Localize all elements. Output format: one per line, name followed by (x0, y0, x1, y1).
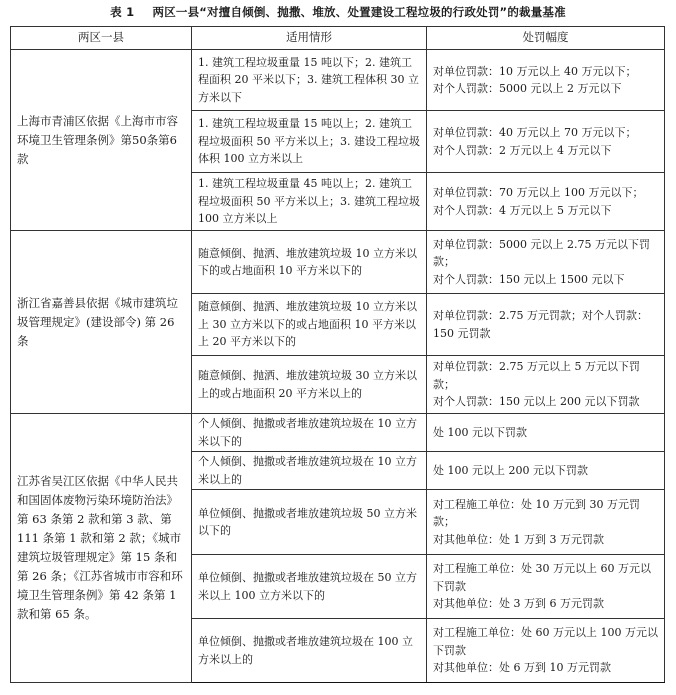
situation-cell: 随意倾倒、抛洒、堆放建筑垃圾 10 立方米以下的或占地面积 10 平方米以下的 (192, 231, 427, 294)
penalty-table (10, 26, 665, 683)
situation-cell: 单位倾倒、抛撒或者堆放建筑垃圾在 100 立方米以上的 (192, 619, 427, 683)
penalty-line: 对个人罚款：150 元以上 200 元以下罚款 (433, 395, 640, 409)
penalty-cell (427, 555, 665, 619)
penalty-cell (427, 356, 665, 414)
situation-cell: 随意倾倒、抛洒、堆放建筑垃圾 30 立方米以上的或占地面积 20 平方米以上的 (192, 356, 427, 414)
table-caption (0, 4, 676, 20)
region-cell: 上海市青浦区依据《上海市市容环境卫生管理条例》第50条第6款 (11, 50, 192, 231)
situation-cell: 1. 建筑工程垃圾重量 15 吨以下；2. 建筑工程面积 20 平米以下；3. 建筑工程体积 30 立方米以下 (192, 50, 427, 111)
situation-cell: 1. 建筑工程垃圾重量 45 吨以上；2. 建筑工程垃圾面积 50 平方米以上；3. 建筑工程垃圾 100 立方米以上 (192, 173, 427, 231)
header-region: 两区一县 (11, 27, 192, 50)
penalty-line: 对单位罚款：40 万元以上 70 万元以下； (433, 126, 637, 139)
penalty-line: 对个人罚款：2 万元以上 4 万元以下 (433, 143, 612, 157)
penalty-line: 对单位罚款：10 万元以上 40 万元以下； (433, 64, 637, 78)
penalty-line: 对工程施工单位：处 60 万元以上 100 万元以下罚款 (433, 626, 658, 657)
penalty-line: 对其他单位：处 1 万到 3 万元罚款 (433, 532, 604, 546)
header-penalty: 处罚幅度 (427, 27, 665, 50)
penalty-cell (427, 490, 665, 555)
header-row (11, 27, 665, 50)
situation-cell: 1. 建筑工程垃圾重量 15 吨以上；2. 建筑工程垃圾面积 50 平方米以上；3. 建设工程垃圾体积 100 立方米以上 (192, 111, 427, 173)
penalty-line: 对其他单位：处 3 万到 6 万元罚款 (433, 597, 604, 611)
table-row (11, 50, 665, 111)
situation-cell: 随意倾倒、抛洒、堆放建筑垃圾 10 立方米以上 30 立方米以下的或占地面积 10 平方米以上 20 平方米以下的 (192, 294, 427, 356)
penalty-line: 处 100 元以上 200 元以下罚款 (433, 463, 588, 477)
region-cell: 江苏省吴江区依据《中华人民共和国固体废物污染环境防治法》第 63 条第 2 款和第 3 款、第 111 条第 1 款和第 2 款；《城市建筑垃圾管理规定》第 15 条和第 26 条；《江苏省城市市容和环境卫生管理条例》第 42 条第 1 款和第 65 条。 (11, 414, 192, 683)
penalty-cell (427, 414, 665, 452)
situation-cell: 个人倾倒、抛撒或者堆放建筑垃圾在 10 立方米以下的 (192, 414, 427, 452)
penalty-cell (427, 452, 665, 490)
penalty-line: 对工程施工单位：处 30 万元以上 60 万元以下罚款 (433, 562, 651, 593)
penalty-line: 对单位罚款：2.75 万元以上 5 万元以下罚款； (433, 360, 640, 391)
penalty-cell (427, 619, 665, 683)
situation-cell: 个人倾倒、抛撒或者堆放建筑垃圾在 10 立方米以上的 (192, 452, 427, 490)
table-title: 两区一县“对擅自倾倒、抛撒、堆放、处置建设工程垃圾的行政处罚”的裁量基准 (152, 5, 566, 19)
penalty-line: 处 100 元以下罚款 (433, 425, 527, 439)
situation-cell: 单位倾倒、抛撒或者堆放建筑垃圾 50 立方米以下的 (192, 490, 427, 555)
penalty-cell (427, 50, 665, 111)
penalty-cell (427, 294, 665, 356)
penalty-line: 对单位罚款：70 万元以上 100 万元以下； (433, 186, 644, 199)
penalty-cell (427, 231, 665, 294)
header-situation: 适用情形 (192, 27, 427, 50)
situation-cell: 单位倾倒、抛撒或者堆放建筑垃圾在 50 立方米以上 100 立方米以下的 (192, 555, 427, 619)
penalty-line: 对单位罚款：5000 元以上 2.75 万元以下罚款； (433, 237, 650, 269)
penalty-line: 对个人罚款：150 元以上 1500 元以下 (433, 272, 625, 286)
penalty-line: 对单位罚款：2.75 万元罚款；对个人罚款：150 元罚款 (433, 309, 648, 340)
table-row (11, 231, 665, 294)
penalty-cell (427, 111, 665, 173)
penalty-line: 对个人罚款：5000 元以上 2 万元以下 (433, 82, 622, 95)
penalty-cell (427, 173, 665, 231)
penalty-line: 对其他单位：处 6 万到 10 万元罚款 (433, 661, 611, 675)
penalty-line: 对工程施工单位：处 10 万元到 30 万元罚款； (433, 497, 640, 529)
table-number: 表 1 (110, 5, 135, 19)
region-cell: 浙江省嘉善县依据《城市建筑垃圾管理规定》(建设部令) 第 26 条 (11, 231, 192, 414)
penalty-line: 对个人罚款：4 万元以上 5 万元以下 (433, 203, 612, 217)
table-row (11, 414, 665, 452)
